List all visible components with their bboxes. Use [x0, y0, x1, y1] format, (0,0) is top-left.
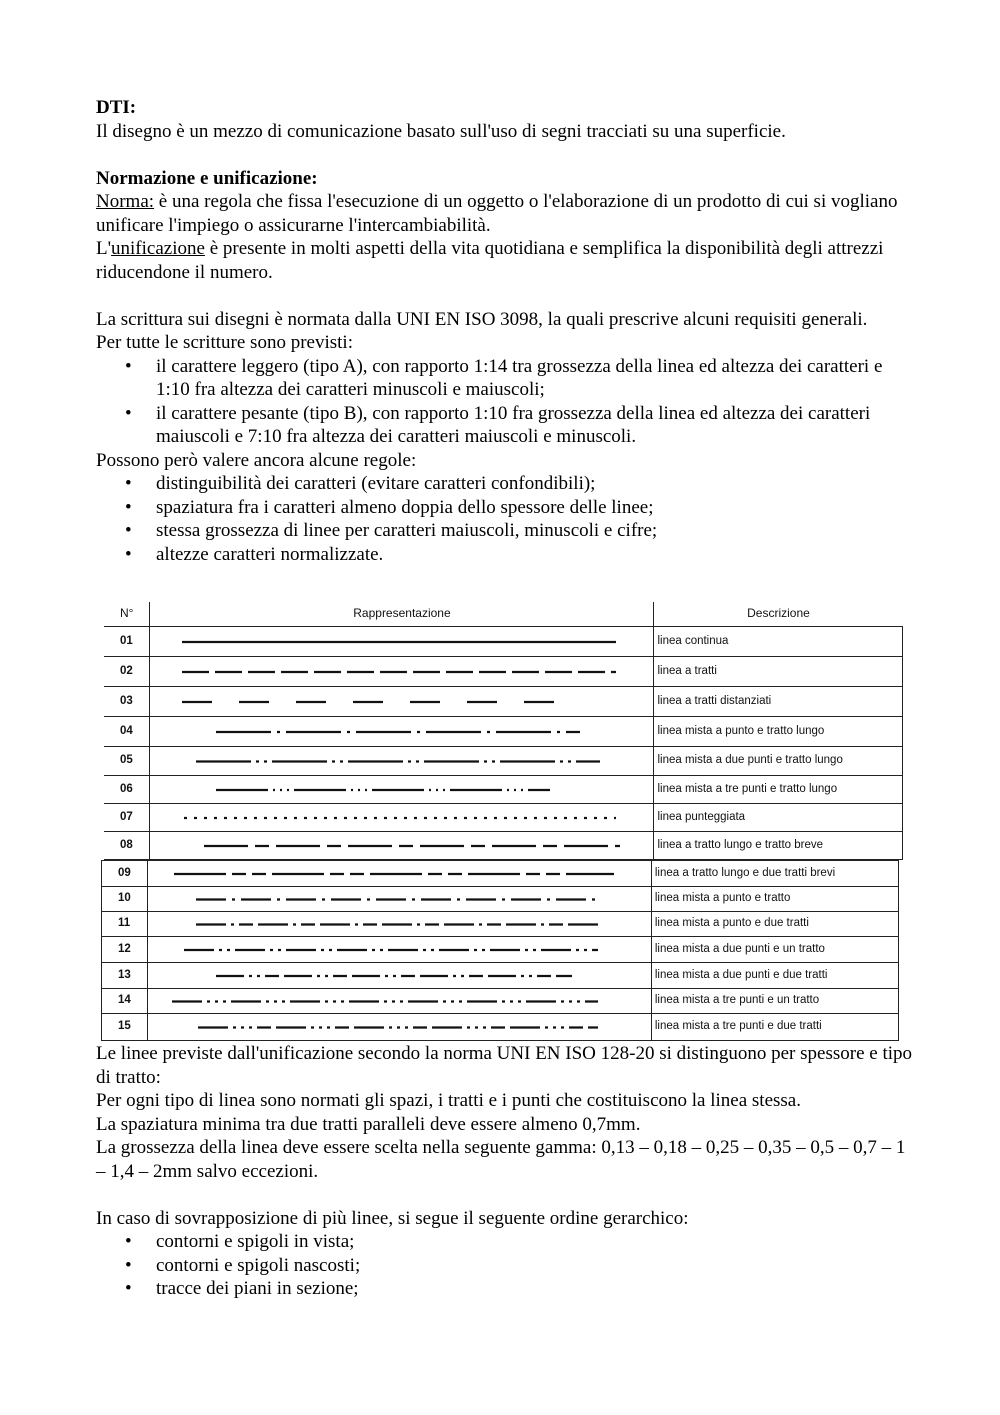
norma-term: Norma: — [96, 191, 155, 212]
row-representation — [147, 887, 651, 912]
header-rep: Rappresentazione — [150, 602, 654, 627]
line-types-table-upper — [104, 602, 903, 860]
row-description: linea mista a tre punti e due tratti — [651, 1014, 898, 1041]
line-sample — [148, 913, 651, 936]
row-number: 15 — [102, 1014, 148, 1041]
regole-paragraph: Possono però valere ancora alcune regole: — [96, 449, 417, 471]
linee-paragraph: Le linee previste dall'unificazione secondo la norma UNI EN ISO 128-20 si distinguono per spessore e tipo di tratto: — [96, 1043, 912, 1088]
line-sample — [148, 1015, 651, 1040]
line-sample — [150, 777, 653, 803]
table-row — [102, 1014, 899, 1041]
list-item: • distinguibilità dei caratteri (evitare caratteri confondibili); — [96, 472, 916, 496]
grossezza-paragraph: La grossezza della linea deve essere scelta nella seguente gamma: 0,13 – 0,18 – 0,25 – 0,35 – 0,5 – 0,7 – 1 – 1,4 – 2mm salvo eccezioni. — [96, 1137, 906, 1182]
norma-paragraph — [96, 190, 916, 237]
row-description: linea mista a punto e tratto lungo — [654, 717, 903, 747]
spacer — [96, 284, 916, 308]
table-header-row — [104, 602, 903, 627]
row-representation — [150, 717, 654, 747]
spaziatura-paragraph: La spaziatura minima tra due tratti paralleli deve essere almeno 0,7mm. — [96, 1113, 641, 1135]
line-sample — [150, 748, 653, 775]
list-item: • il carattere leggero (tipo A), con rapporto 1:14 tra grossezza della linea ed altezza dei caratteri e 1:10 fra altezza dei caratteri minuscoli e maiuscoli; — [96, 355, 916, 402]
previsti-paragraph: Per tutte le scritture sono previsti: — [96, 332, 353, 353]
norma-text: è una regola che fissa l'esecuzione di un oggetto o l'elaborazione di un prodotto di cui si vogliano unificare l'impiego o assicurarne l'intercambiabilità. — [96, 191, 898, 236]
list-item: • spaziatura fra i caratteri almeno doppia dello spessore delle linee; — [96, 496, 916, 520]
row-representation — [150, 804, 654, 832]
list-item: • tracce dei piani in sezione; — [96, 1277, 916, 1301]
table-row — [104, 627, 903, 657]
line-sample — [148, 888, 651, 911]
line-sample — [148, 862, 651, 886]
row-representation — [150, 832, 654, 860]
row-number: 03 — [104, 687, 150, 717]
line-sample — [150, 658, 653, 686]
table-row — [102, 887, 899, 912]
list-item: • contorni e spigoli nascosti; — [96, 1254, 916, 1278]
line-sample — [150, 688, 653, 716]
table-row — [104, 832, 903, 860]
row-representation — [147, 963, 651, 989]
line-sample — [150, 628, 653, 656]
row-number: 04 — [104, 717, 150, 747]
previsti-list — [96, 355, 916, 449]
line-types-table-lower — [101, 860, 899, 1041]
line-sample — [148, 938, 651, 962]
table-row — [102, 861, 899, 887]
row-description: linea a tratti — [654, 657, 903, 687]
table-row — [104, 747, 903, 776]
line-sample — [148, 964, 651, 988]
row-number: 10 — [102, 887, 148, 912]
row-number: 12 — [102, 937, 148, 963]
table-row — [102, 989, 899, 1014]
header-num: N° — [104, 602, 150, 627]
row-representation — [150, 747, 654, 776]
row-representation — [147, 989, 651, 1014]
row-number: 11 — [102, 912, 148, 937]
row-description: linea mista a punto e tratto — [651, 887, 898, 912]
top-text — [96, 96, 916, 566]
sovrapposizione-list — [96, 1230, 916, 1301]
table-row — [102, 937, 899, 963]
row-number: 09 — [102, 861, 148, 887]
header-desc: Descrizione — [654, 602, 903, 627]
list-item: • il carattere pesante (tipo B), con rapporto 1:10 fra grossezza della linea ed altezza dei caratteri maiuscoli e 7:10 fra altezza dei caratteri maiuscoli e minuscoli. — [96, 402, 916, 449]
row-number: 08 — [104, 832, 150, 860]
row-description: linea a tratti distanziati — [654, 687, 903, 717]
table-row — [104, 717, 903, 747]
unificazione-paragraph — [96, 237, 916, 284]
row-number: 07 — [104, 804, 150, 832]
line-sample — [148, 990, 651, 1013]
row-description: linea a tratto lungo e due tratti brevi — [651, 861, 898, 887]
line-sample — [150, 718, 653, 746]
row-representation — [150, 776, 654, 804]
heading-normazione: Normazione e unificazione: — [96, 167, 318, 189]
sovrapposizione-paragraph: In caso di sovrapposizione di più linee, si segue il seguente ordine gerarchico: — [96, 1207, 689, 1229]
row-description: linea mista a punto e due tratti — [651, 912, 898, 937]
unif-text: è presente in molti aspetti della vita quotidiana e semplifica la disponibilità degli attrezzi riducendone il numero. — [96, 238, 884, 283]
list-item: • stessa grossezza di linee per caratteri maiuscoli, minuscoli e cifre; — [96, 519, 916, 543]
row-representation — [147, 912, 651, 937]
line-sample — [150, 833, 653, 859]
row-representation — [150, 687, 654, 717]
bottom-text — [96, 1042, 916, 1301]
row-description: linea punteggiata — [654, 804, 903, 832]
scrittura-paragraph: La scrittura sui disegni è normata dalla UNI EN ISO 3098, la quali prescrive alcuni requisiti generali. — [96, 308, 868, 330]
row-description: linea continua — [654, 627, 903, 657]
row-number: 13 — [102, 963, 148, 989]
row-representation — [150, 657, 654, 687]
table-row — [102, 963, 899, 989]
row-number: 06 — [104, 776, 150, 804]
table-row — [104, 687, 903, 717]
row-number: 14 — [102, 989, 148, 1014]
list-item: • altezze caratteri normalizzate. — [96, 543, 916, 567]
row-representation — [150, 627, 654, 657]
row-description: linea mista a due punti e un tratto — [651, 937, 898, 963]
row-number: 02 — [104, 657, 150, 687]
regole-list — [96, 472, 916, 566]
line-sample — [150, 805, 653, 831]
table-row — [102, 912, 899, 937]
row-number: 01 — [104, 627, 150, 657]
spazi-paragraph: Per ogni tipo di linea sono normati gli spazi, i tratti e i punti che costituiscono la linea stessa. — [96, 1090, 801, 1111]
unificazione-term: unificazione — [111, 238, 205, 259]
row-representation — [147, 937, 651, 963]
table-row — [104, 804, 903, 832]
intro-paragraph: Il disegno è un mezzo di comunicazione basato sull'uso di segni tracciati su una superficie. — [96, 120, 786, 142]
table-row — [104, 657, 903, 687]
row-description: linea a tratto lungo e tratto breve — [654, 832, 903, 860]
spacer — [96, 1183, 916, 1207]
table-row — [104, 776, 903, 804]
heading-dti: DTI: — [96, 97, 137, 118]
list-item: • contorni e spigoli in vista; — [96, 1230, 916, 1254]
row-representation — [147, 1014, 651, 1041]
row-description: linea mista a due punti e due tratti — [651, 963, 898, 989]
row-description: linea mista a due punti e tratto lungo — [654, 747, 903, 776]
row-description: linea mista a tre punti e tratto lungo — [654, 776, 903, 804]
spacer — [96, 143, 916, 167]
unif-prefix: L' — [96, 238, 112, 259]
row-representation — [147, 861, 651, 887]
row-description: linea mista a tre punti e un tratto — [651, 989, 898, 1014]
row-number: 05 — [104, 747, 150, 776]
